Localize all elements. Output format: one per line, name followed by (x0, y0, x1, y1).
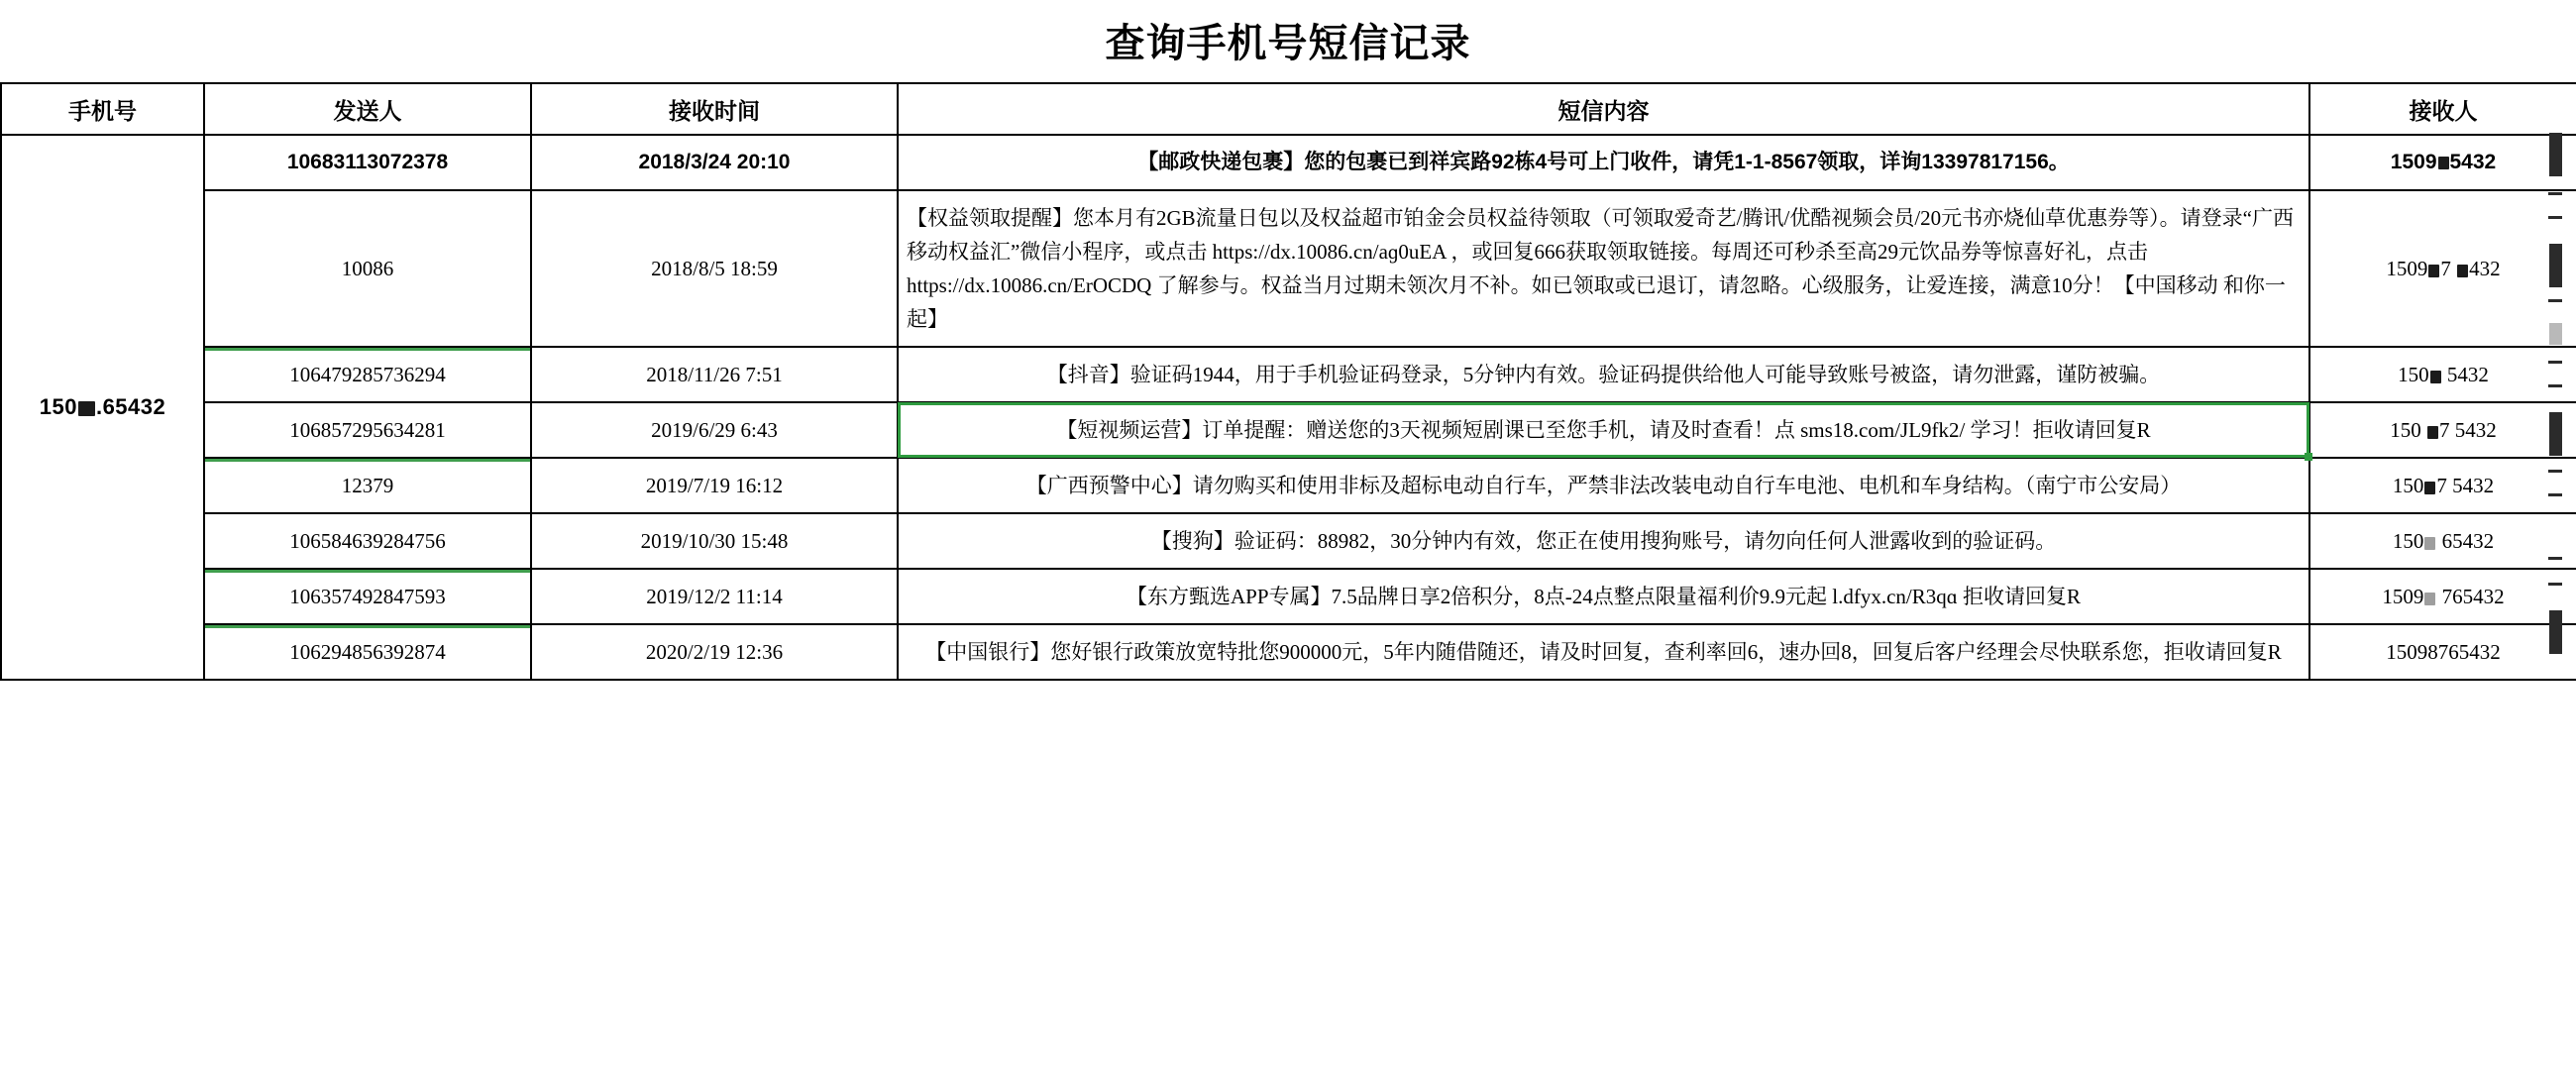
time-cell: 2018/8/5 18:59 (531, 190, 898, 347)
column-header-receiver: 接收人 (2309, 83, 2576, 135)
page-title: 查询手机号短信记录 (1105, 22, 1471, 65)
receiver-cell: 1509 765432 (2309, 569, 2576, 624)
receiver-cell: 15098765432 (2309, 624, 2576, 680)
sender-cell: 106584639284756 (204, 513, 531, 569)
table-row (1, 624, 2576, 680)
receiver-cell: 150 7 5432 (2309, 458, 2576, 513)
content-cell: 【搜狗】验证码：88982，30分钟内有效，您正在使用搜狗账号，请勿向任何人泄露收到的验证码。 (898, 513, 2309, 569)
redaction-block (2438, 157, 2449, 169)
time-cell: 2018/3/24 20:10 (531, 135, 898, 190)
time-cell: 2019/6/29 6:43 (531, 402, 898, 458)
sms-records-table (0, 82, 2576, 681)
column-header-phone: 手机号 (1, 83, 204, 135)
column-header-content: 短信内容 (898, 83, 2309, 135)
table-row (1, 458, 2576, 513)
redaction-block (78, 401, 95, 416)
receiver-cell: 1509 7 432 (2309, 190, 2576, 347)
content-cell: 【广西预警中心】请勿购买和使用非标及超标电动自行车，严禁非法改装电动自行车电池、电机和车身结构。（南宁市公安局） (898, 458, 2309, 513)
sender-cell: 106857295634281 (204, 402, 531, 458)
sender-cell: 12379 (204, 458, 531, 513)
table-row (1, 347, 2576, 402)
content-cell: 【权益领取提醒】您本月有2GB流量日包以及权益超市铂金会员权益待领取（可领取爱奇艺/腾讯/优酷视频会员/20元书亦烧仙草优惠券等）。请登录“广西移动权益汇”微信小程序，或点击 https://dx.10086.cn/aɡ0uEA ，或回复666获取领取链接。每周还可秒杀至高29元饮品券等惊喜好礼，点击 https://dx.10086.cn/ErOCDQ 了解参与。权益当月过期未领次月不补。如已领取或已退订，请忽略。心级服务，让爱连接，满意10分！【中国移动 和你一起】 (898, 190, 2309, 347)
receiver-cell: 150 7 5432 (2309, 402, 2576, 458)
column-header-sender: 发送人 (204, 83, 531, 135)
sender-cell: 106294856392874 (204, 624, 531, 680)
content-cell: 【东方甄选APP专属】7.5品牌日享2倍积分，8点-24点整点限量福利价9.9元起 l.dfyx.cn/R3qɑ 拒收请回复R (898, 569, 2309, 624)
sender-cell: 106357492847593 (204, 569, 531, 624)
redaction-block (2430, 371, 2441, 383)
time-cell: 2019/10/30 15:48 (531, 513, 898, 569)
redaction-block (2424, 482, 2435, 494)
redaction-block (2457, 265, 2468, 277)
phone-number-text: 150 (39, 394, 77, 420)
time-cell: 2019/12/2 11:14 (531, 569, 898, 624)
redaction-block (2424, 537, 2435, 550)
redaction-block (2428, 265, 2439, 277)
sender-cell: 10683113072378 (204, 135, 531, 190)
phone-number-cell (1, 135, 204, 680)
time-cell: 2020/2/19 12:36 (531, 624, 898, 680)
table-row (1, 190, 2576, 347)
content-cell: 【邮政快递包裹】您的包裹已到祥宾路92栋4号可上门收件，请凭1-1-8567领取，详询13397817156。 (898, 135, 2309, 190)
table-header-row (1, 83, 2576, 135)
redaction-block (2424, 593, 2435, 605)
table-row (1, 135, 2576, 190)
sender-cell: 10086 (204, 190, 531, 347)
redaction-block (2427, 426, 2438, 439)
content-cell-selected[interactable]: 【短视频运营】订单提醒：赠送您的3天视频短剧课已至您手机，请及时查看！点 sms18.com/JL9fk2/ 学习！拒收请回复R (898, 402, 2309, 458)
time-cell: 2019/7/19 16:12 (531, 458, 898, 513)
table-row (1, 402, 2576, 458)
receiver-cell: 1509 5432 (2309, 135, 2576, 190)
receiver-cell: 150 5432 (2309, 347, 2576, 402)
content-cell: 【抖音】验证码1944，用于手机验证码登录，5分钟内有效。验证码提供给他人可能导致账号被盗，请勿泄露，谨防被骗。 (898, 347, 2309, 402)
time-cell: 2018/11/26 7:51 (531, 347, 898, 402)
column-header-time: 接收时间 (531, 83, 898, 135)
content-cell: 【中国银行】您好银行政策放宽特批您900000元，5年内随借随还，请及时回复，查利率回6，速办回8，回复后客户经理会尽快联系您，拒收请回复R (898, 624, 2309, 680)
receiver-cell: 150 65432 (2309, 513, 2576, 569)
phone-number-text-2: .65432 (95, 394, 166, 420)
table-row (1, 569, 2576, 624)
table-row (1, 513, 2576, 569)
sender-cell: 106479285736294 (204, 347, 531, 402)
